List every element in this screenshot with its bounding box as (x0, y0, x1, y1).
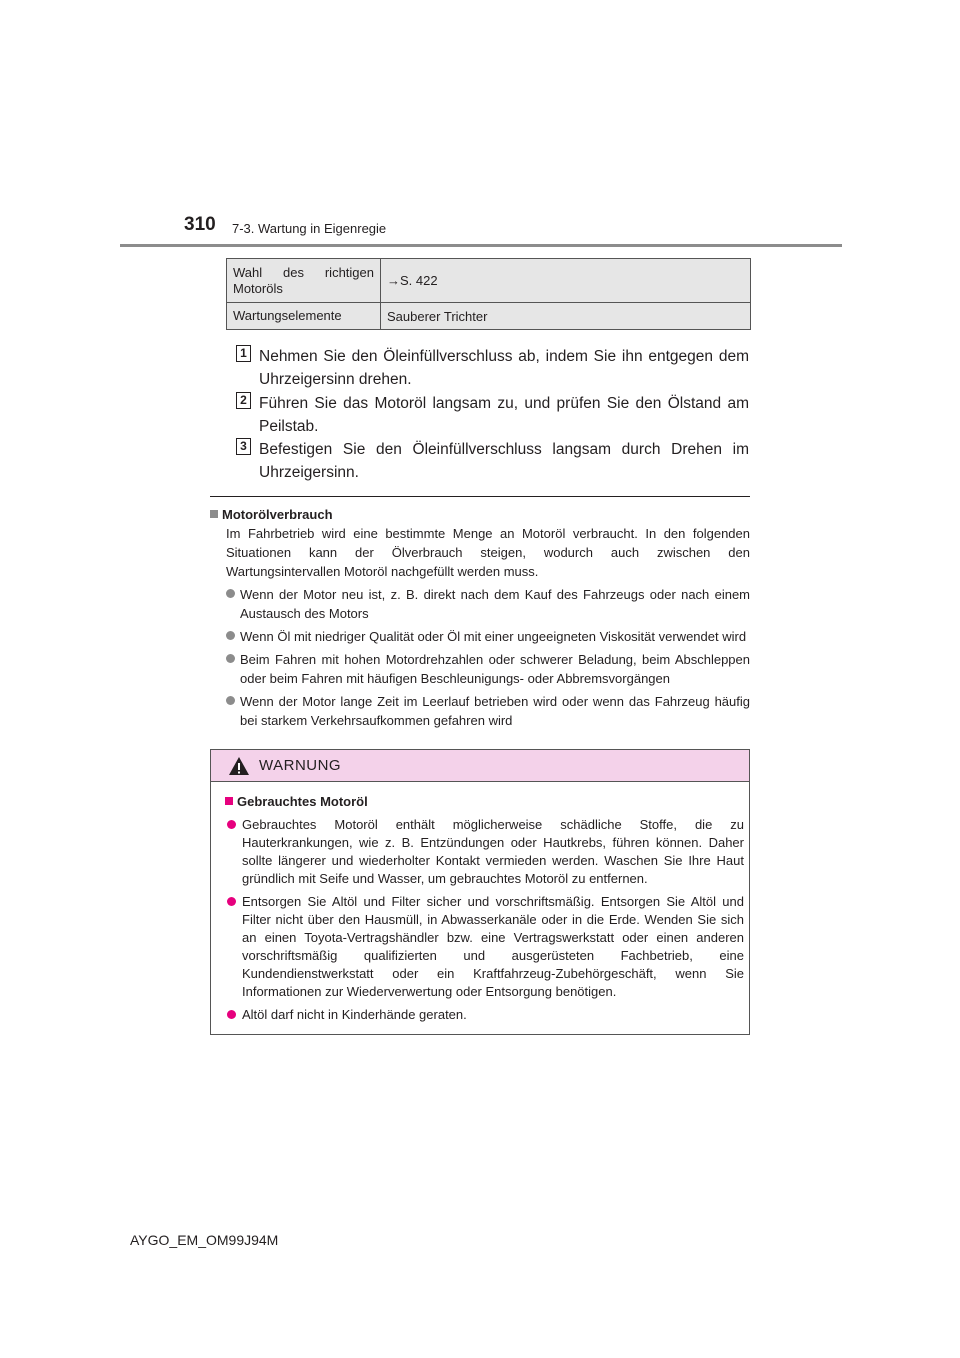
step-item (236, 345, 749, 391)
table-cell-value: Sauberer Trichter (381, 303, 751, 330)
step-number: 2 (236, 392, 251, 409)
list-item: Wenn der Motor lange Zeit im Leerlauf betrieben wird oder wenn das Fahrzeug häufig bei starkem Verkehrsaufkommen gefahren wird (226, 692, 750, 730)
list-item: Altöl darf nicht in Kinderhände geraten. (225, 1006, 744, 1024)
warning-heading: Gebrauchtes Motoröl (225, 793, 744, 811)
info-table (226, 258, 751, 330)
list-item: Entsorgen Sie Altöl und Filter sicher und vorschriftsmäßig. Entsorgen Sie Altöl und Filter nicht über den Hausmüll, in Abwasserkanäle oder in die Erde. Wenden Sie sich an einen Toyota-Vertragshändler bzw. eine Vertragswerkstatt oder einen anderen vorschriftsmäßig qualifizierten und ausgerüsteten Fachbetrieb, eine Kundendienstwerkstatt oder ein Kraftfahrzeug-Zubehörgeschäft, wenn Sie Informationen zur Wiederverwertung oder Entsorgung benötigen. (225, 893, 744, 1001)
bullet-dot-icon (227, 897, 236, 906)
header-divider (120, 244, 842, 247)
bullet-dot-icon (226, 589, 235, 598)
step-text: Führen Sie das Motoröl langsam zu, und prüfen Sie den Ölstand am Peilstab. (259, 395, 749, 435)
list-item: Wenn der Motor neu ist, z. B. direkt nach dem Kauf des Fahrzeugs oder nach einem Austausch des Motors (226, 585, 750, 623)
notes-section (210, 505, 750, 730)
warning-body (225, 793, 744, 1024)
step-text: Nehmen Sie den Öleinfüllverschluss ab, indem Sie ihn entgegen dem Uhrzeigersinn drehen. (259, 348, 749, 388)
warning-header (211, 750, 749, 782)
notes-intro: Im Fahrbetrieb wird eine bestimmte Menge an Motoröl verbraucht. In den folgenden Situationen kann der Ölverbrauch steigen, wodurch auch zwischen den Wartungsintervallen Motoröl nachgefüllt werden muss. (226, 526, 750, 579)
step-number: 3 (236, 438, 251, 455)
section-title: 7-3. Wartung in Eigenregie (232, 221, 387, 236)
notes-divider (210, 496, 750, 497)
page-number: 310 (184, 214, 216, 235)
square-bullet-icon (225, 797, 233, 805)
square-bullet-icon (210, 510, 218, 518)
table-row (227, 259, 751, 303)
step-item (236, 392, 749, 438)
step-number: 1 (236, 345, 251, 362)
list-item: Gebrauchtes Motoröl enthält möglicherweise schädliche Stoffe, die zu Hauterkrankungen, wie z. B. Entzündungen oder Hautkrebs, führen können. Daher sollte längerer und wiederholter Kontakt vermieden werden. Waschen Sie Ihre Haut gründlich mit Seife und Wasser, um gebrauchtes Motoröl zu entfernen. (225, 816, 744, 888)
table-cell-label: Wartungselemente (227, 303, 381, 330)
table-cell-value: →S. 422 (381, 259, 751, 303)
warning-box (210, 749, 750, 1035)
document-code: AYGO_EM_OM99J94M (130, 1232, 279, 1248)
step-item (236, 438, 749, 484)
bullet-dot-icon (226, 654, 235, 663)
list-item: Wenn Öl mit niedriger Qualität oder Öl mit einer ungeeigneten Viskosität verwendet wird (226, 627, 750, 646)
table-row (227, 303, 751, 330)
bullet-dot-icon (226, 696, 235, 705)
list-item: Beim Fahren mit hohen Motordrehzahlen oder schwerer Beladung, beim Abschleppen oder beim Fahren mit häufigen Beschleunigungs- oder Abbremsvorgängen (226, 650, 750, 688)
step-text: Befestigen Sie den Öleinfüllverschluss langsam durch Drehen im Uhrzeigersinn. (259, 441, 749, 481)
bullet-dot-icon (227, 820, 236, 829)
warning-label: WARNUNG (259, 757, 342, 774)
bullet-dot-icon (226, 631, 235, 640)
warning-triangle-icon (228, 756, 250, 776)
table-cell-label: Wahl des richtigen Motoröls (227, 259, 381, 303)
bullet-dot-icon (227, 1010, 236, 1019)
notes-heading: Motorölverbrauch (210, 505, 750, 524)
